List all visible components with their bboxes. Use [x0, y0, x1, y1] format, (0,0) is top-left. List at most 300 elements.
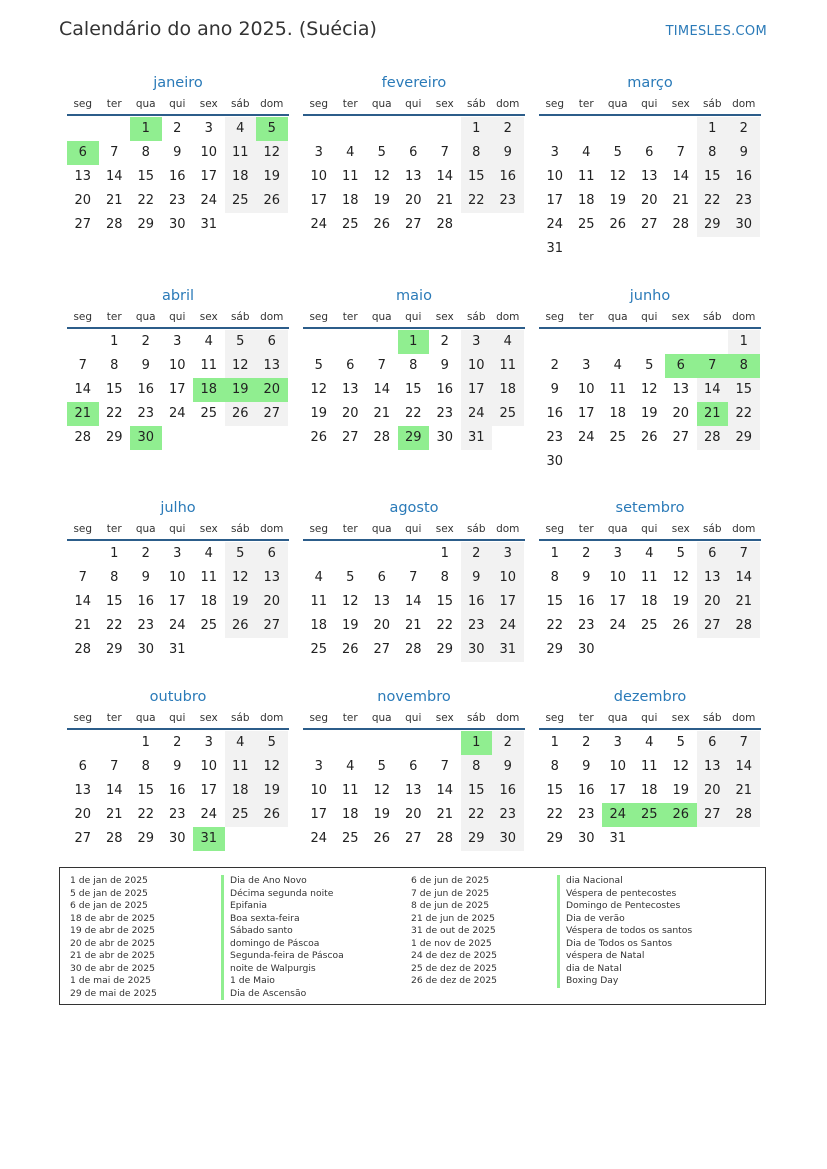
holiday-day-cell[interactable]: 1 — [130, 117, 162, 141]
day-cell[interactable]: 26 — [373, 217, 391, 232]
day-cell[interactable]: 8 — [550, 759, 559, 774]
day-cell[interactable]: 27 — [256, 402, 288, 426]
day-cell[interactable]: 15 — [137, 783, 155, 798]
day-cell[interactable]: 23 — [492, 803, 524, 827]
day-cell[interactable]: 4 — [645, 546, 654, 561]
day-cell[interactable]: 5 — [613, 145, 622, 160]
day-cell[interactable]: 6 — [346, 358, 355, 373]
day-cell[interactable]: 22 — [728, 402, 760, 426]
day-cell[interactable]: 9 — [173, 759, 182, 774]
day-cell[interactable]: 2 — [461, 542, 493, 566]
day-cell[interactable]: 19 — [256, 165, 288, 189]
day-cell[interactable]: 8 — [141, 145, 150, 160]
day-cell[interactable]: 16 — [137, 594, 155, 609]
day-cell[interactable]: 17 — [609, 594, 627, 609]
day-cell[interactable]: 5 — [676, 546, 685, 561]
day-cell[interactable]: 27 — [373, 642, 391, 657]
day-cell[interactable]: 11 — [492, 354, 524, 378]
day-cell[interactable]: 18 — [200, 594, 218, 609]
day-cell[interactable]: 19 — [373, 193, 391, 208]
day-cell[interactable]: 17 — [609, 783, 627, 798]
day-cell[interactable]: 23 — [546, 430, 564, 445]
day-cell[interactable]: 27 — [697, 614, 729, 638]
day-cell[interactable]: 5 — [676, 735, 685, 750]
day-cell[interactable]: 23 — [436, 406, 454, 421]
day-cell[interactable]: 3 — [613, 735, 622, 750]
day-cell[interactable]: 13 — [672, 382, 690, 397]
day-cell[interactable]: 22 — [404, 406, 422, 421]
day-cell[interactable]: 3 — [173, 334, 182, 349]
day-cell[interactable]: 31 — [609, 831, 627, 846]
day-cell[interactable]: 9 — [582, 759, 591, 774]
day-cell[interactable]: 30 — [577, 642, 595, 657]
day-cell[interactable]: 20 — [640, 193, 658, 208]
day-cell[interactable]: 22 — [546, 618, 564, 633]
day-cell[interactable]: 4 — [204, 334, 213, 349]
holiday-day-cell[interactable]: 6 — [665, 354, 697, 378]
day-cell[interactable]: 8 — [141, 759, 150, 774]
day-cell[interactable]: 13 — [404, 169, 422, 184]
day-cell[interactable]: 14 — [436, 783, 454, 798]
day-cell[interactable]: 13 — [74, 169, 92, 184]
day-cell[interactable]: 25 — [225, 803, 257, 827]
day-cell[interactable]: 27 — [74, 831, 92, 846]
day-cell[interactable]: 30 — [577, 831, 595, 846]
day-cell[interactable]: 13 — [341, 382, 359, 397]
day-cell[interactable]: 8 — [440, 570, 449, 585]
day-cell[interactable]: 28 — [728, 803, 760, 827]
day-cell[interactable]: 2 — [582, 735, 591, 750]
day-cell[interactable]: 8 — [110, 358, 119, 373]
day-cell[interactable]: 20 — [74, 807, 92, 822]
day-cell[interactable]: 5 — [314, 358, 323, 373]
day-cell[interactable]: 29 — [728, 426, 760, 450]
holiday-day-cell[interactable]: 24 — [602, 803, 634, 827]
day-cell[interactable]: 3 — [492, 542, 524, 566]
day-cell[interactable]: 11 — [577, 169, 595, 184]
brand-logo[interactable]: TIMESLES.COM — [665, 24, 767, 39]
day-cell[interactable]: 7 — [110, 759, 119, 774]
day-cell[interactable]: 29 — [546, 642, 564, 657]
day-cell[interactable]: 31 — [492, 638, 524, 662]
day-cell[interactable]: 17 — [461, 378, 493, 402]
day-cell[interactable]: 13 — [404, 783, 422, 798]
day-cell[interactable]: 24 — [310, 831, 328, 846]
day-cell[interactable]: 13 — [74, 783, 92, 798]
day-cell[interactable]: 21 — [74, 618, 92, 633]
day-cell[interactable]: 14 — [672, 169, 690, 184]
day-cell[interactable]: 2 — [492, 731, 524, 755]
day-cell[interactable]: 27 — [697, 803, 729, 827]
day-cell[interactable]: 27 — [404, 217, 422, 232]
day-cell[interactable]: 28 — [105, 217, 123, 232]
day-cell[interactable]: 26 — [341, 642, 359, 657]
day-cell[interactable]: 4 — [582, 145, 591, 160]
holiday-day-cell[interactable]: 26 — [665, 803, 697, 827]
day-cell[interactable]: 2 — [141, 546, 150, 561]
day-cell[interactable]: 11 — [640, 759, 658, 774]
day-cell[interactable]: 12 — [225, 354, 257, 378]
day-cell[interactable]: 8 — [461, 755, 493, 779]
day-cell[interactable]: 17 — [310, 807, 328, 822]
day-cell[interactable]: 9 — [141, 570, 150, 585]
day-cell[interactable]: 10 — [200, 759, 218, 774]
day-cell[interactable]: 11 — [609, 382, 627, 397]
day-cell[interactable]: 3 — [204, 735, 213, 750]
day-cell[interactable]: 24 — [200, 193, 218, 208]
day-cell[interactable]: 16 — [546, 406, 564, 421]
day-cell[interactable]: 9 — [550, 382, 559, 397]
day-cell[interactable]: 22 — [436, 618, 454, 633]
day-cell[interactable]: 11 — [225, 755, 257, 779]
holiday-day-cell[interactable]: 25 — [634, 803, 666, 827]
day-cell[interactable]: 2 — [440, 334, 449, 349]
day-cell[interactable]: 20 — [404, 193, 422, 208]
day-cell[interactable]: 28 — [436, 217, 454, 232]
day-cell[interactable]: 15 — [436, 594, 454, 609]
day-cell[interactable]: 2 — [492, 117, 524, 141]
day-cell[interactable]: 26 — [225, 402, 257, 426]
holiday-day-cell[interactable]: 18 — [193, 378, 225, 402]
day-cell[interactable]: 15 — [461, 165, 493, 189]
day-cell[interactable]: 2 — [582, 546, 591, 561]
day-cell[interactable]: 25 — [577, 217, 595, 232]
day-cell[interactable]: 1 — [110, 334, 119, 349]
day-cell[interactable]: 23 — [577, 618, 595, 633]
day-cell[interactable]: 28 — [436, 831, 454, 846]
day-cell[interactable]: 24 — [546, 217, 564, 232]
day-cell[interactable]: 11 — [341, 169, 359, 184]
day-cell[interactable]: 3 — [550, 145, 559, 160]
day-cell[interactable]: 11 — [640, 570, 658, 585]
day-cell[interactable]: 16 — [492, 165, 524, 189]
holiday-day-cell[interactable]: 29 — [398, 426, 430, 450]
day-cell[interactable]: 5 — [225, 330, 257, 354]
day-cell[interactable]: 28 — [373, 430, 391, 445]
day-cell[interactable]: 15 — [105, 594, 123, 609]
day-cell[interactable]: 3 — [314, 759, 323, 774]
day-cell[interactable]: 21 — [728, 590, 760, 614]
day-cell[interactable]: 26 — [256, 189, 288, 213]
day-cell[interactable]: 14 — [373, 382, 391, 397]
day-cell[interactable]: 4 — [492, 330, 524, 354]
day-cell[interactable]: 12 — [672, 759, 690, 774]
day-cell[interactable]: 7 — [440, 759, 449, 774]
day-cell[interactable]: 1 — [728, 330, 760, 354]
day-cell[interactable]: 8 — [409, 358, 418, 373]
day-cell[interactable]: 21 — [105, 193, 123, 208]
day-cell[interactable]: 1 — [110, 546, 119, 561]
day-cell[interactable]: 18 — [577, 193, 595, 208]
day-cell[interactable]: 16 — [577, 783, 595, 798]
day-cell[interactable]: 5 — [377, 759, 386, 774]
day-cell[interactable]: 20 — [341, 406, 359, 421]
day-cell[interactable]: 29 — [137, 217, 155, 232]
day-cell[interactable]: 28 — [404, 642, 422, 657]
day-cell[interactable]: 30 — [461, 638, 493, 662]
day-cell[interactable]: 29 — [436, 642, 454, 657]
day-cell[interactable]: 20 — [672, 406, 690, 421]
holiday-day-cell[interactable]: 20 — [256, 378, 288, 402]
day-cell[interactable]: 18 — [609, 406, 627, 421]
day-cell[interactable]: 9 — [582, 570, 591, 585]
day-cell[interactable]: 28 — [105, 831, 123, 846]
day-cell[interactable]: 21 — [105, 807, 123, 822]
day-cell[interactable]: 2 — [728, 117, 760, 141]
day-cell[interactable]: 10 — [310, 783, 328, 798]
day-cell[interactable]: 10 — [310, 169, 328, 184]
day-cell[interactable]: 15 — [546, 594, 564, 609]
day-cell[interactable]: 25 — [640, 618, 658, 633]
day-cell[interactable]: 14 — [697, 378, 729, 402]
day-cell[interactable]: 2 — [173, 735, 182, 750]
day-cell[interactable]: 7 — [78, 358, 87, 373]
day-cell[interactable]: 26 — [256, 803, 288, 827]
day-cell[interactable]: 10 — [168, 570, 186, 585]
day-cell[interactable]: 30 — [168, 831, 186, 846]
day-cell[interactable]: 25 — [200, 406, 218, 421]
day-cell[interactable]: 1 — [550, 735, 559, 750]
day-cell[interactable]: 9 — [461, 566, 493, 590]
day-cell[interactable]: 22 — [461, 803, 493, 827]
day-cell[interactable]: 19 — [256, 779, 288, 803]
day-cell[interactable]: 31 — [546, 241, 564, 256]
day-cell[interactable]: 24 — [461, 402, 493, 426]
day-cell[interactable]: 1 — [697, 117, 729, 141]
holiday-day-cell[interactable]: 1 — [398, 330, 430, 354]
holiday-day-cell[interactable]: 31 — [193, 827, 225, 851]
day-cell[interactable]: 10 — [609, 570, 627, 585]
day-cell[interactable]: 25 — [225, 189, 257, 213]
day-cell[interactable]: 11 — [341, 783, 359, 798]
day-cell[interactable]: 17 — [492, 590, 524, 614]
day-cell[interactable]: 18 — [225, 779, 257, 803]
day-cell[interactable]: 13 — [640, 169, 658, 184]
day-cell[interactable]: 6 — [256, 330, 288, 354]
day-cell[interactable]: 4 — [314, 570, 323, 585]
day-cell[interactable]: 25 — [341, 831, 359, 846]
day-cell[interactable]: 30 — [728, 213, 760, 237]
day-cell[interactable]: 1 — [461, 117, 493, 141]
day-cell[interactable]: 28 — [74, 642, 92, 657]
day-cell[interactable]: 26 — [373, 831, 391, 846]
day-cell[interactable]: 19 — [672, 783, 690, 798]
day-cell[interactable]: 27 — [672, 430, 690, 445]
day-cell[interactable]: 12 — [373, 783, 391, 798]
day-cell[interactable]: 27 — [640, 217, 658, 232]
day-cell[interactable]: 4 — [645, 735, 654, 750]
day-cell[interactable]: 19 — [310, 406, 328, 421]
day-cell[interactable]: 12 — [341, 594, 359, 609]
day-cell[interactable]: 29 — [137, 831, 155, 846]
day-cell[interactable]: 13 — [256, 566, 288, 590]
day-cell[interactable]: 19 — [341, 618, 359, 633]
day-cell[interactable]: 17 — [310, 193, 328, 208]
day-cell[interactable]: 7 — [676, 145, 685, 160]
day-cell[interactable]: 10 — [461, 354, 493, 378]
day-cell[interactable]: 6 — [645, 145, 654, 160]
day-cell[interactable]: 12 — [373, 169, 391, 184]
holiday-day-cell[interactable]: 19 — [225, 378, 257, 402]
day-cell[interactable]: 5 — [225, 542, 257, 566]
day-cell[interactable]: 30 — [436, 430, 454, 445]
day-cell[interactable]: 24 — [310, 217, 328, 232]
day-cell[interactable]: 10 — [168, 358, 186, 373]
holiday-day-cell[interactable]: 6 — [67, 141, 99, 165]
day-cell[interactable]: 18 — [310, 618, 328, 633]
day-cell[interactable]: 28 — [728, 614, 760, 638]
day-cell[interactable]: 21 — [373, 406, 391, 421]
day-cell[interactable]: 13 — [697, 566, 729, 590]
day-cell[interactable]: 10 — [200, 145, 218, 160]
day-cell[interactable]: 26 — [310, 430, 328, 445]
day-cell[interactable]: 5 — [645, 358, 654, 373]
day-cell[interactable]: 28 — [697, 426, 729, 450]
day-cell[interactable]: 10 — [609, 759, 627, 774]
holiday-day-cell[interactable]: 8 — [728, 354, 760, 378]
day-cell[interactable]: 6 — [78, 759, 87, 774]
day-cell[interactable]: 7 — [110, 145, 119, 160]
day-cell[interactable]: 29 — [105, 642, 123, 657]
day-cell[interactable]: 16 — [728, 165, 760, 189]
day-cell[interactable]: 25 — [609, 430, 627, 445]
day-cell[interactable]: 23 — [168, 807, 186, 822]
day-cell[interactable]: 22 — [461, 189, 493, 213]
day-cell[interactable]: 27 — [404, 831, 422, 846]
day-cell[interactable]: 2 — [173, 121, 182, 136]
day-cell[interactable]: 20 — [404, 807, 422, 822]
day-cell[interactable]: 13 — [256, 354, 288, 378]
day-cell[interactable]: 5 — [377, 145, 386, 160]
day-cell[interactable]: 14 — [404, 594, 422, 609]
day-cell[interactable]: 19 — [640, 406, 658, 421]
day-cell[interactable]: 22 — [105, 618, 123, 633]
day-cell[interactable]: 1 — [440, 546, 449, 561]
day-cell[interactable]: 12 — [609, 169, 627, 184]
day-cell[interactable]: 26 — [609, 217, 627, 232]
day-cell[interactable]: 7 — [78, 570, 87, 585]
day-cell[interactable]: 3 — [582, 358, 591, 373]
day-cell[interactable]: 22 — [137, 807, 155, 822]
day-cell[interactable]: 31 — [461, 426, 493, 450]
day-cell[interactable]: 14 — [728, 566, 760, 590]
day-cell[interactable]: 22 — [546, 807, 564, 822]
day-cell[interactable]: 12 — [225, 566, 257, 590]
day-cell[interactable]: 26 — [672, 618, 690, 633]
day-cell[interactable]: 31 — [200, 217, 218, 232]
day-cell[interactable]: 16 — [137, 382, 155, 397]
day-cell[interactable]: 18 — [225, 165, 257, 189]
day-cell[interactable]: 23 — [168, 193, 186, 208]
day-cell[interactable]: 30 — [492, 827, 524, 851]
day-cell[interactable]: 21 — [672, 193, 690, 208]
day-cell[interactable]: 6 — [256, 542, 288, 566]
day-cell[interactable]: 12 — [640, 382, 658, 397]
holiday-day-cell[interactable]: 21 — [67, 402, 99, 426]
day-cell[interactable]: 3 — [613, 546, 622, 561]
day-cell[interactable]: 23 — [137, 406, 155, 421]
day-cell[interactable]: 30 — [168, 217, 186, 232]
day-cell[interactable]: 7 — [728, 731, 760, 755]
day-cell[interactable]: 21 — [436, 807, 454, 822]
day-cell[interactable]: 27 — [341, 430, 359, 445]
day-cell[interactable]: 12 — [256, 755, 288, 779]
day-cell[interactable]: 24 — [609, 618, 627, 633]
day-cell[interactable]: 22 — [697, 189, 729, 213]
day-cell[interactable]: 25 — [341, 217, 359, 232]
day-cell[interactable]: 24 — [168, 618, 186, 633]
day-cell[interactable]: 8 — [550, 570, 559, 585]
day-cell[interactable]: 21 — [436, 193, 454, 208]
day-cell[interactable]: 15 — [728, 378, 760, 402]
day-cell[interactable]: 23 — [461, 614, 493, 638]
day-cell[interactable]: 17 — [200, 783, 218, 798]
day-cell[interactable]: 24 — [168, 406, 186, 421]
day-cell[interactable]: 4 — [346, 759, 355, 774]
day-cell[interactable]: 18 — [640, 594, 658, 609]
day-cell[interactable]: 29 — [697, 213, 729, 237]
day-cell[interactable]: 14 — [728, 755, 760, 779]
day-cell[interactable]: 17 — [200, 169, 218, 184]
day-cell[interactable]: 1 — [550, 546, 559, 561]
day-cell[interactable]: 29 — [546, 831, 564, 846]
day-cell[interactable]: 9 — [440, 358, 449, 373]
day-cell[interactable]: 16 — [492, 779, 524, 803]
day-cell[interactable]: 16 — [168, 169, 186, 184]
day-cell[interactable]: 28 — [672, 217, 690, 232]
day-cell[interactable]: 20 — [373, 618, 391, 633]
day-cell[interactable]: 23 — [728, 189, 760, 213]
day-cell[interactable]: 20 — [256, 590, 288, 614]
day-cell[interactable]: 19 — [373, 807, 391, 822]
day-cell[interactable]: 4 — [346, 145, 355, 160]
holiday-day-cell[interactable]: 30 — [130, 426, 162, 450]
day-cell[interactable]: 24 — [200, 807, 218, 822]
day-cell[interactable]: 4 — [613, 358, 622, 373]
day-cell[interactable]: 5 — [256, 731, 288, 755]
day-cell[interactable]: 9 — [141, 358, 150, 373]
day-cell[interactable]: 18 — [492, 378, 524, 402]
day-cell[interactable]: 8 — [461, 141, 493, 165]
day-cell[interactable]: 22 — [137, 193, 155, 208]
day-cell[interactable]: 12 — [672, 570, 690, 585]
day-cell[interactable]: 16 — [436, 382, 454, 397]
day-cell[interactable]: 23 — [577, 807, 595, 822]
day-cell[interactable]: 30 — [137, 642, 155, 657]
day-cell[interactable]: 7 — [409, 570, 418, 585]
day-cell[interactable]: 21 — [728, 779, 760, 803]
day-cell[interactable]: 8 — [697, 141, 729, 165]
day-cell[interactable]: 4 — [225, 117, 257, 141]
day-cell[interactable]: 5 — [346, 570, 355, 585]
day-cell[interactable]: 15 — [105, 382, 123, 397]
day-cell[interactable]: 29 — [105, 430, 123, 445]
day-cell[interactable]: 4 — [204, 546, 213, 561]
day-cell[interactable]: 6 — [377, 570, 386, 585]
day-cell[interactable]: 19 — [672, 594, 690, 609]
day-cell[interactable]: 20 — [697, 779, 729, 803]
day-cell[interactable]: 7 — [377, 358, 386, 373]
day-cell[interactable]: 16 — [577, 594, 595, 609]
day-cell[interactable]: 2 — [141, 334, 150, 349]
day-cell[interactable]: 13 — [373, 594, 391, 609]
day-cell[interactable]: 27 — [74, 217, 92, 232]
day-cell[interactable]: 8 — [110, 570, 119, 585]
day-cell[interactable]: 10 — [577, 382, 595, 397]
day-cell[interactable]: 11 — [310, 594, 328, 609]
day-cell[interactable]: 15 — [461, 779, 493, 803]
day-cell[interactable]: 10 — [546, 169, 564, 184]
